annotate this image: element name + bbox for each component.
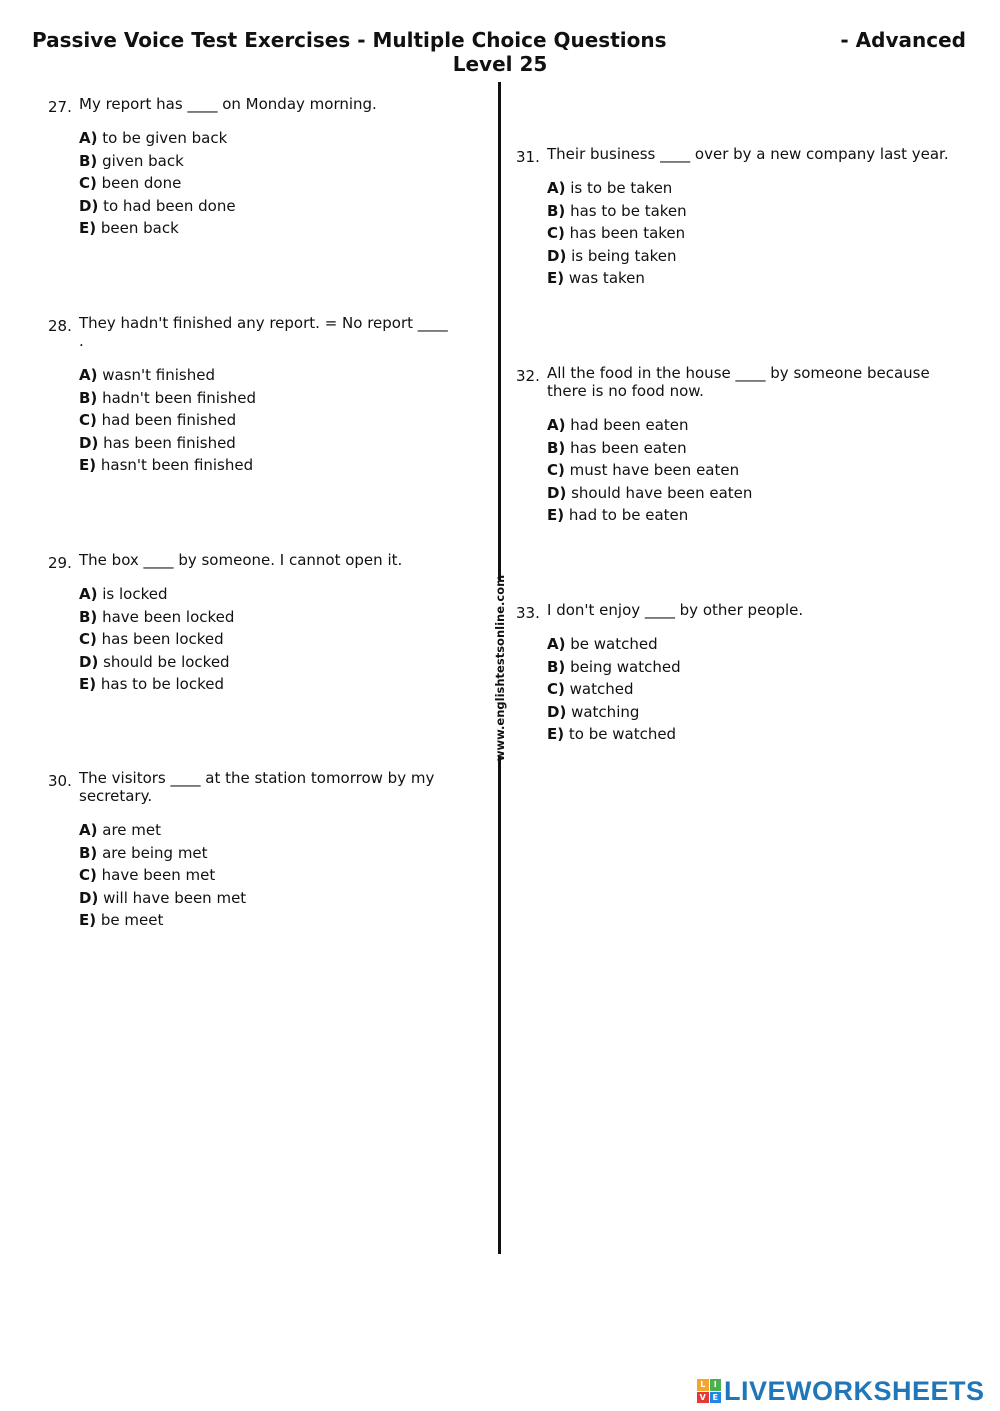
option-b[interactable]: B) being watched — [547, 657, 681, 676]
options-list — [547, 414, 752, 527]
option-d[interactable]: D) should be locked — [79, 652, 230, 671]
option-b[interactable]: B) given back — [79, 151, 184, 170]
option-e[interactable]: E) been back — [79, 219, 179, 238]
question-stem: My report has ____ on Monday morning. — [79, 95, 377, 113]
option-c[interactable]: C) has been taken — [547, 224, 686, 243]
title-level-suffix: - Advanced — [840, 28, 966, 52]
option-a[interactable]: A) is to be taken — [547, 179, 673, 197]
option-e[interactable]: E) to be watched — [547, 725, 677, 744]
option-e[interactable]: E) hasn't been finished — [79, 456, 254, 475]
option-c[interactable]: C) had been finished — [79, 411, 237, 430]
options-list — [547, 177, 687, 290]
liveworksheets-logo[interactable] — [697, 1377, 985, 1405]
question-stem: They hadn't finished any report. = No report ____ . — [79, 314, 448, 350]
option-e[interactable]: E) be meet — [79, 911, 164, 930]
question-number: 32. — [516, 367, 540, 385]
option-b[interactable]: B) have been locked — [79, 607, 235, 626]
options-list — [79, 127, 236, 240]
liveworksheets-mark-icon: L I V E — [697, 1379, 721, 1403]
site-watermark — [487, 574, 513, 762]
option-d[interactable]: D) to had been done — [79, 196, 236, 215]
question-stem: Their business ____ over by a new company last year. — [547, 145, 949, 163]
question-number: 31. — [516, 148, 540, 166]
option-a[interactable]: A) wasn't finished — [79, 366, 215, 384]
option-a[interactable]: A) are met — [79, 821, 161, 839]
question-number: 29. — [48, 554, 72, 572]
option-e[interactable]: E) has to be locked — [79, 675, 225, 694]
option-c[interactable]: C) been done — [79, 174, 182, 193]
option-c[interactable]: C) has been locked — [79, 630, 224, 649]
question-number: 33. — [516, 604, 540, 622]
option-e[interactable]: E) had to be eaten — [547, 506, 689, 525]
title-main: Passive Voice Test Exercises - Multiple Choice Questions — [32, 28, 667, 52]
options-list — [79, 583, 234, 696]
question-stem: I don't enjoy ____ by other people. — [547, 601, 804, 619]
question-number: 30. — [48, 772, 72, 790]
option-b[interactable]: B) are being met — [79, 843, 208, 862]
option-d[interactable]: D) is being taken — [547, 246, 677, 265]
option-a[interactable]: A) be watched — [547, 635, 658, 653]
option-d[interactable]: D) watching — [547, 702, 640, 721]
options-list — [79, 364, 256, 477]
option-a[interactable]: A) is locked — [79, 585, 168, 603]
options-list — [547, 633, 681, 746]
question-number: 28. — [48, 317, 72, 335]
option-c[interactable]: C) have been met — [79, 866, 216, 885]
option-b[interactable]: B) has to be taken — [547, 201, 687, 220]
question-number: 27. — [48, 98, 72, 116]
option-b[interactable]: B) has been eaten — [547, 438, 687, 457]
option-d[interactable]: D) will have been met — [79, 888, 247, 907]
option-b[interactable]: B) hadn't been finished — [79, 388, 257, 407]
question-stem: The visitors ____ at the station tomorrow by my secretary. — [79, 769, 435, 805]
question-stem: All the food in the house ____ by someone because there is no food now. — [547, 364, 930, 400]
option-d[interactable]: D) has been finished — [79, 433, 236, 452]
title-level: Level 25 — [452, 52, 548, 76]
site-label: www.englishtestsonline.com — [493, 574, 507, 762]
question-stem: The box ____ by someone. I cannot open it. — [79, 551, 403, 569]
option-a[interactable]: A) had been eaten — [547, 416, 689, 434]
options-list — [79, 819, 246, 932]
option-a[interactable]: A) to be given back — [79, 129, 228, 147]
option-c[interactable]: C) must have been eaten — [547, 461, 740, 480]
option-c[interactable]: C) watched — [547, 680, 634, 699]
option-e[interactable]: E) was taken — [547, 269, 645, 288]
option-d[interactable]: D) should have been eaten — [547, 483, 753, 502]
brand-name: LIVEWORKSHEETS — [724, 1375, 985, 1406]
